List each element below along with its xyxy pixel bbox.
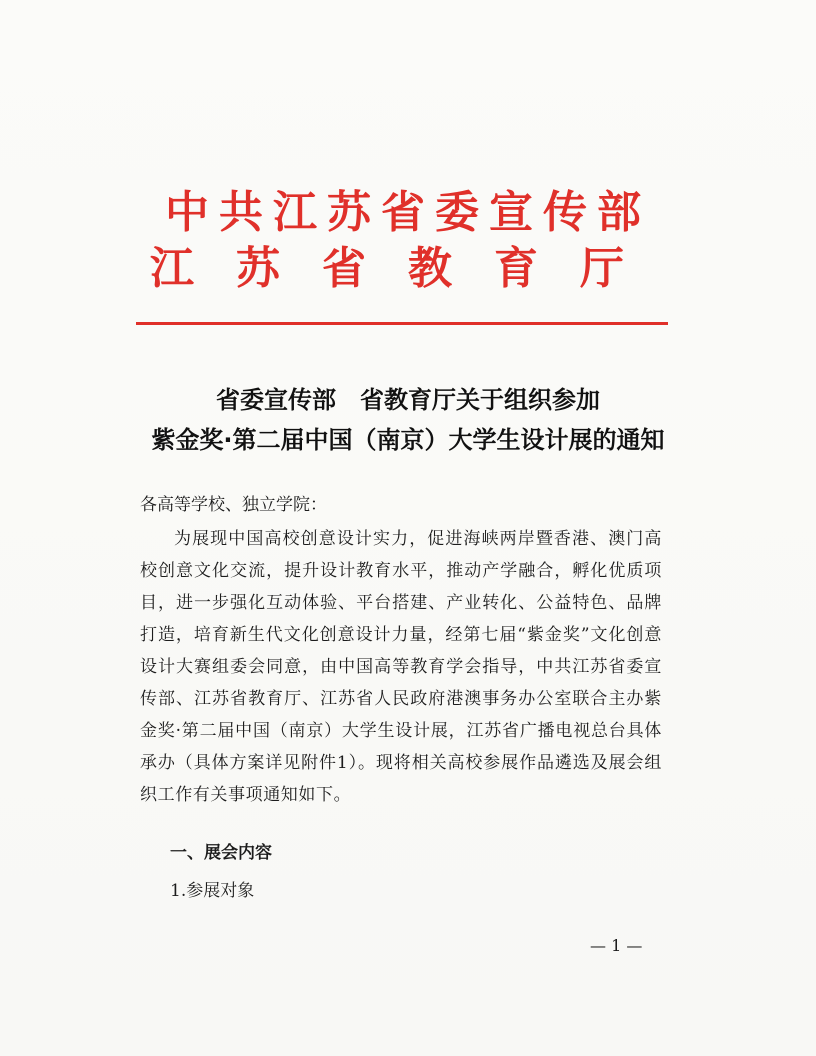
red-header-rule xyxy=(136,322,668,325)
subsection-heading: 1.参展对象 xyxy=(170,881,255,901)
issuer-name-line-1: 中共江苏省委宣传部 xyxy=(165,187,651,238)
page-number: — 1 — xyxy=(590,936,643,955)
salutation: 各高等学校、独立学院： xyxy=(140,495,327,515)
body-paragraph: 为展现中国高校创意设计实力，促进海峡两岸暨香港、澳门高校创意文化交流，提升设计教育水平，推动产学融合，孵化优质项目，进一步强化互动体验、平台搭建、产业转化、公益特色、品牌打造，培育新生代文化创意设计力量，经第七届“紫金奖”文化创意设计大赛组委会同意，由中国高等教育学会指导，中共江苏省委宣传部、江苏省教育厅、江苏省人民政府港澳事务办公室联合主办紫金奖·第二届中国（南京）大学生设计展，江苏省广播电视总台具体承办（具体方案详见附件1）。现将相关高校参展作品遴选及展会组织工作有关事项通知如下。 xyxy=(140,529,662,805)
issuer-name-line-2: 江苏省教育厅 xyxy=(150,243,666,294)
section-heading: 一、展会内容 xyxy=(170,843,272,863)
document-title-line-2: 紫金奖·第二届中国（南京）大学生设计展的通知 xyxy=(151,426,665,454)
document-title-line-1: 省委宣传部 省教育厅关于组织参加 xyxy=(216,386,600,414)
